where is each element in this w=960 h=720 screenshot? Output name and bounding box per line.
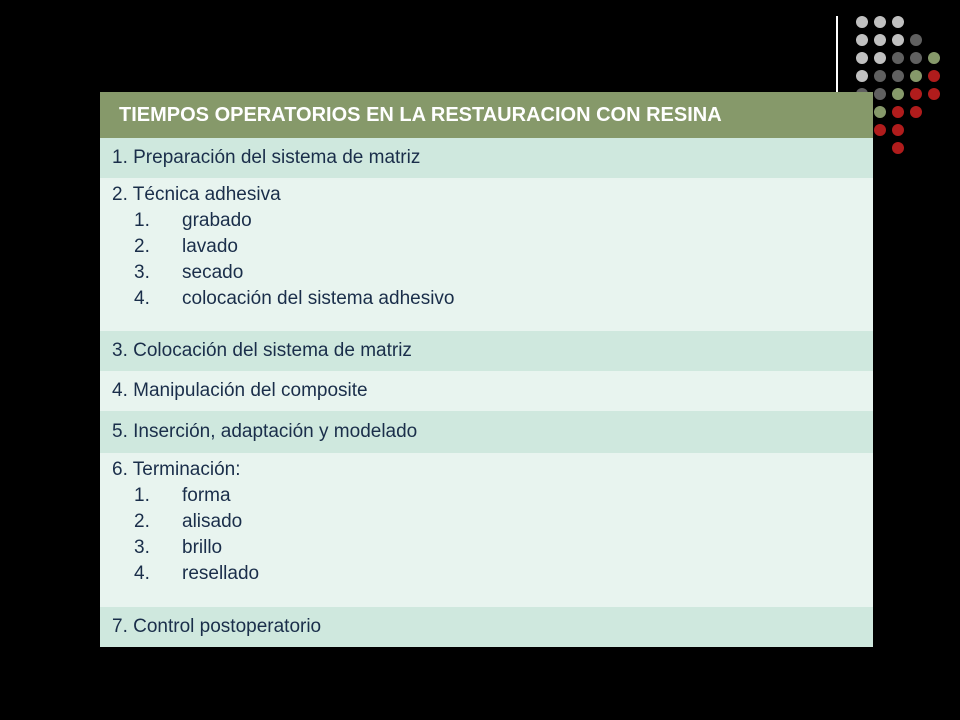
row-label: 3. Colocación del sistema de matriz [112, 340, 412, 361]
decorative-dot [910, 106, 922, 118]
decorative-dot [892, 70, 904, 82]
row-label: 2. Técnica adhesiva [112, 184, 281, 205]
table-row [100, 178, 873, 331]
row-label: 7. Control postoperatorio [112, 616, 322, 637]
sub-item-text: grabado [182, 210, 252, 231]
decorative-dot [874, 52, 886, 64]
decorative-dot [892, 142, 904, 154]
decorative-dot [856, 34, 868, 46]
table-row [100, 411, 873, 453]
decorative-dot [874, 34, 886, 46]
sub-item-text: lavado [182, 236, 238, 257]
sub-item [112, 260, 873, 286]
content-table [100, 92, 873, 647]
sub-item [112, 535, 873, 561]
sub-item-text: resellado [182, 563, 260, 584]
decorative-dot [910, 34, 922, 46]
sub-item-text: alisado [182, 511, 243, 532]
decorative-dot [874, 124, 886, 136]
table-row [100, 138, 873, 178]
sub-item-number: 2. [134, 511, 150, 532]
sub-item [112, 509, 873, 535]
row-label: 4. Manipulación del composite [112, 380, 368, 401]
sub-item-number: 4. [134, 288, 150, 309]
sub-item-number: 1. [134, 210, 150, 231]
sub-item [112, 483, 873, 509]
table-header: TIEMPOS OPERATORIOS EN LA RESTAURACION CON RESINA [100, 92, 873, 138]
sub-item [112, 234, 873, 260]
decorative-dot [910, 88, 922, 100]
sub-item-number: 3. [134, 262, 150, 283]
decorative-dot [892, 124, 904, 136]
table-row [100, 371, 873, 411]
row-label: 6. Terminación: [112, 459, 241, 480]
decorative-dot [874, 106, 886, 118]
sub-item-number: 4. [134, 563, 150, 584]
decorative-dot [910, 70, 922, 82]
sub-item [112, 286, 873, 312]
decorative-dot [892, 88, 904, 100]
decorative-dot [856, 70, 868, 82]
decorative-dot [892, 16, 904, 28]
decorative-dot [856, 52, 868, 64]
sub-item-text: forma [182, 485, 231, 506]
decorative-dot [928, 88, 940, 100]
sub-item [112, 561, 873, 587]
decorative-dot [856, 16, 868, 28]
sub-item-text: brillo [182, 537, 223, 558]
sub-item-text: colocación del sistema adhesivo [182, 288, 455, 309]
sub-item-text: secado [182, 262, 244, 283]
decorative-dot [874, 88, 886, 100]
decorative-dot [874, 70, 886, 82]
table-row [100, 331, 873, 371]
sub-item-number: 1. [134, 485, 150, 506]
decorative-dot [874, 16, 886, 28]
decorative-dot [910, 52, 922, 64]
decorative-dot [892, 34, 904, 46]
decorative-dot [928, 70, 940, 82]
sub-item-number: 2. [134, 236, 150, 257]
table-row [100, 607, 873, 647]
row-label: 1. Preparación del sistema de matriz [112, 147, 421, 168]
decorative-dot [928, 52, 940, 64]
sub-item-number: 3. [134, 537, 150, 558]
decorative-dot [892, 106, 904, 118]
table-row [100, 453, 873, 607]
decorative-dot [892, 52, 904, 64]
sub-item [112, 208, 873, 234]
row-label: 5. Inserción, adaptación y modelado [112, 421, 418, 442]
